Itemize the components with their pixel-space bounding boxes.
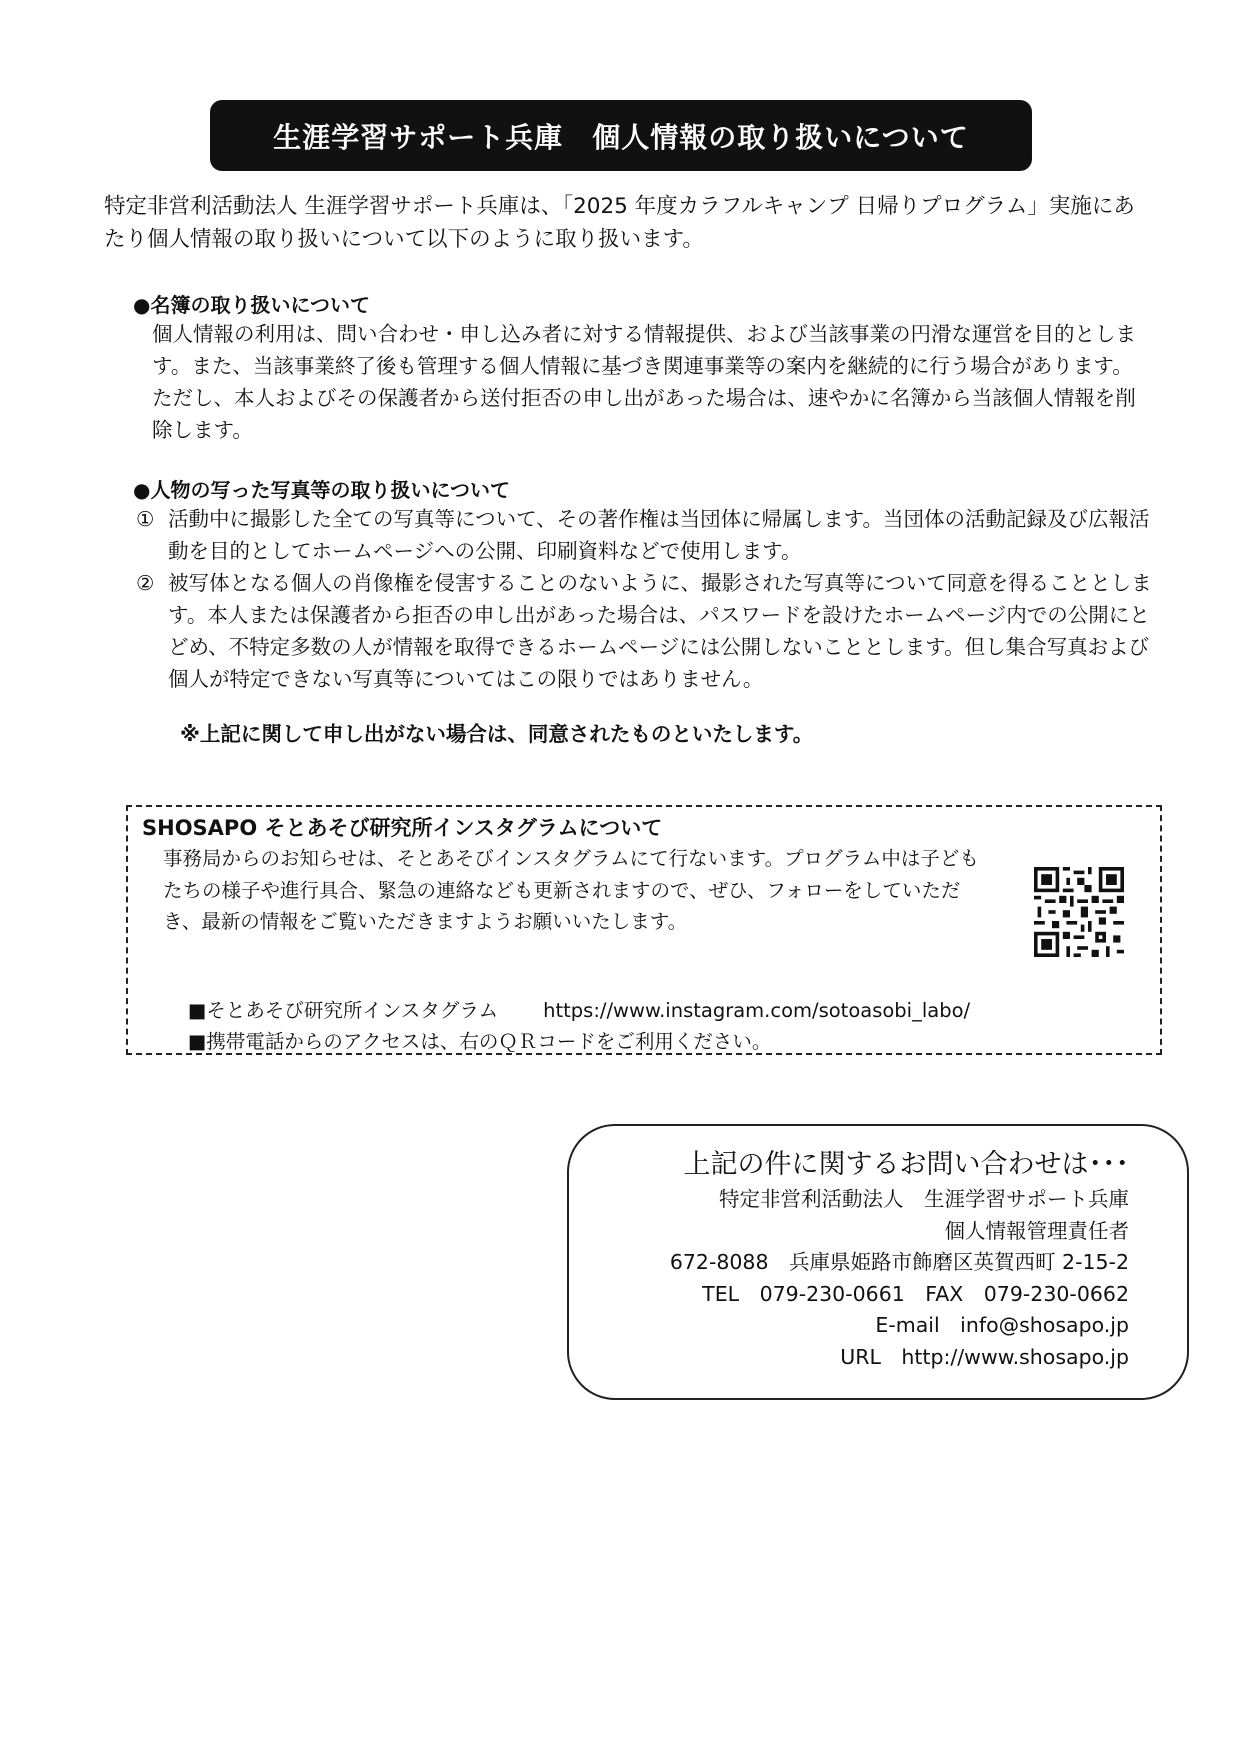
instagram-info-box: [126, 805, 1162, 1055]
consent-note: ※上記に関して申し出がない場合は、同意されたものといたします。: [180, 722, 814, 746]
instagram-link-row: [188, 995, 970, 1023]
instagram-heading: SHOSAPO そとあそび研究所インスタグラムについて: [142, 816, 663, 840]
list-item-text: 活動中に撮影した全ての写真等について、その著作権は当団体に帰属します。当団体の活動記録及び広報活動を目的としてホームページへの公開、印刷資料などで使用します。: [168, 507, 1150, 563]
qr-note: ■携帯電話からのアクセスは、右のＱＲコードをご利用ください。: [188, 1030, 772, 1053]
list-item-marker: ①: [136, 507, 155, 531]
contact-url[interactable]: URL http://www.shosapo.jp: [840, 1344, 1129, 1369]
section-heading-photos: ●人物の写った写真等の取り扱いについて: [133, 478, 511, 502]
contact-heading: 上記の件に関するお問い合わせは･･･: [683, 1149, 1129, 1180]
contact-address: 672-8088 兵庫県姫路市飾磨区英賀西町 2-15-2: [669, 1250, 1129, 1274]
contact-email[interactable]: E-mail info@shosapo.jp: [875, 1313, 1129, 1337]
instagram-link-label: ■そとあそび研究所インスタグラム: [188, 999, 499, 1022]
list-item-text: 被写体となる個人の肖像権を侵害することのないように、撮影された写真等について同意を得ることとします。本人または保護者から拒否の申し出があった場合は、パスワードを設けたホームページ内での公開にとどめ、不特定多数の人が情報を取得できるホームページには公開しないこととします。但し集合写真および個人が特定できない写真等についてはこの限りではありません。: [168, 571, 1152, 691]
contact-role: 個人情報管理責任者: [944, 1218, 1129, 1243]
list-item-marker: ②: [136, 571, 155, 595]
page-title: 生涯学習サポート兵庫 個人情報の取り扱いについて: [210, 100, 1032, 171]
contact-phone: TEL 079-230-0661 FAX 079-230-0662: [702, 1281, 1129, 1306]
section-heading-roster: ●名簿の取り扱いについて: [133, 293, 371, 317]
instagram-link[interactable]: https://www.instagram.com/sotoasobi_labo/: [543, 999, 971, 1022]
qr-code-icon[interactable]: [1034, 867, 1124, 957]
intro-paragraph: 特定非営利活動法人 生涯学習サポート兵庫は、「2025 年度カラフルキャンプ 日帰りプログラム」実施にあたり個人情報の取り扱いについて以下のように取り扱います。: [104, 194, 1135, 252]
contact-org: 特定非営利活動法人 生涯学習サポート兵庫: [719, 1187, 1129, 1211]
instagram-body: 事務局からのお知らせは、そとあそびインスタグラムにて行ないます。プログラム中は子どもたちの様子や進行具合、緊急の連絡なども更新されますので、ぜひ、フォローをしていただき、最新の情報をご覧いただきますようお願いいたします。: [163, 847, 979, 933]
contact-box: [567, 1124, 1189, 1400]
roster-paragraph: 個人情報の利用は、問い合わせ・申し込み者に対する情報提供、および当該事業の円滑な運営を目的とします。また、当該事業終了後も管理する個人情報に基づき関連事業等の案内を継続的に行う場合があります。ただし、本人およびその保護者から送付拒否の申し出があった場合は、速やかに名簿から当該個人情報を削除します。: [152, 322, 1136, 442]
